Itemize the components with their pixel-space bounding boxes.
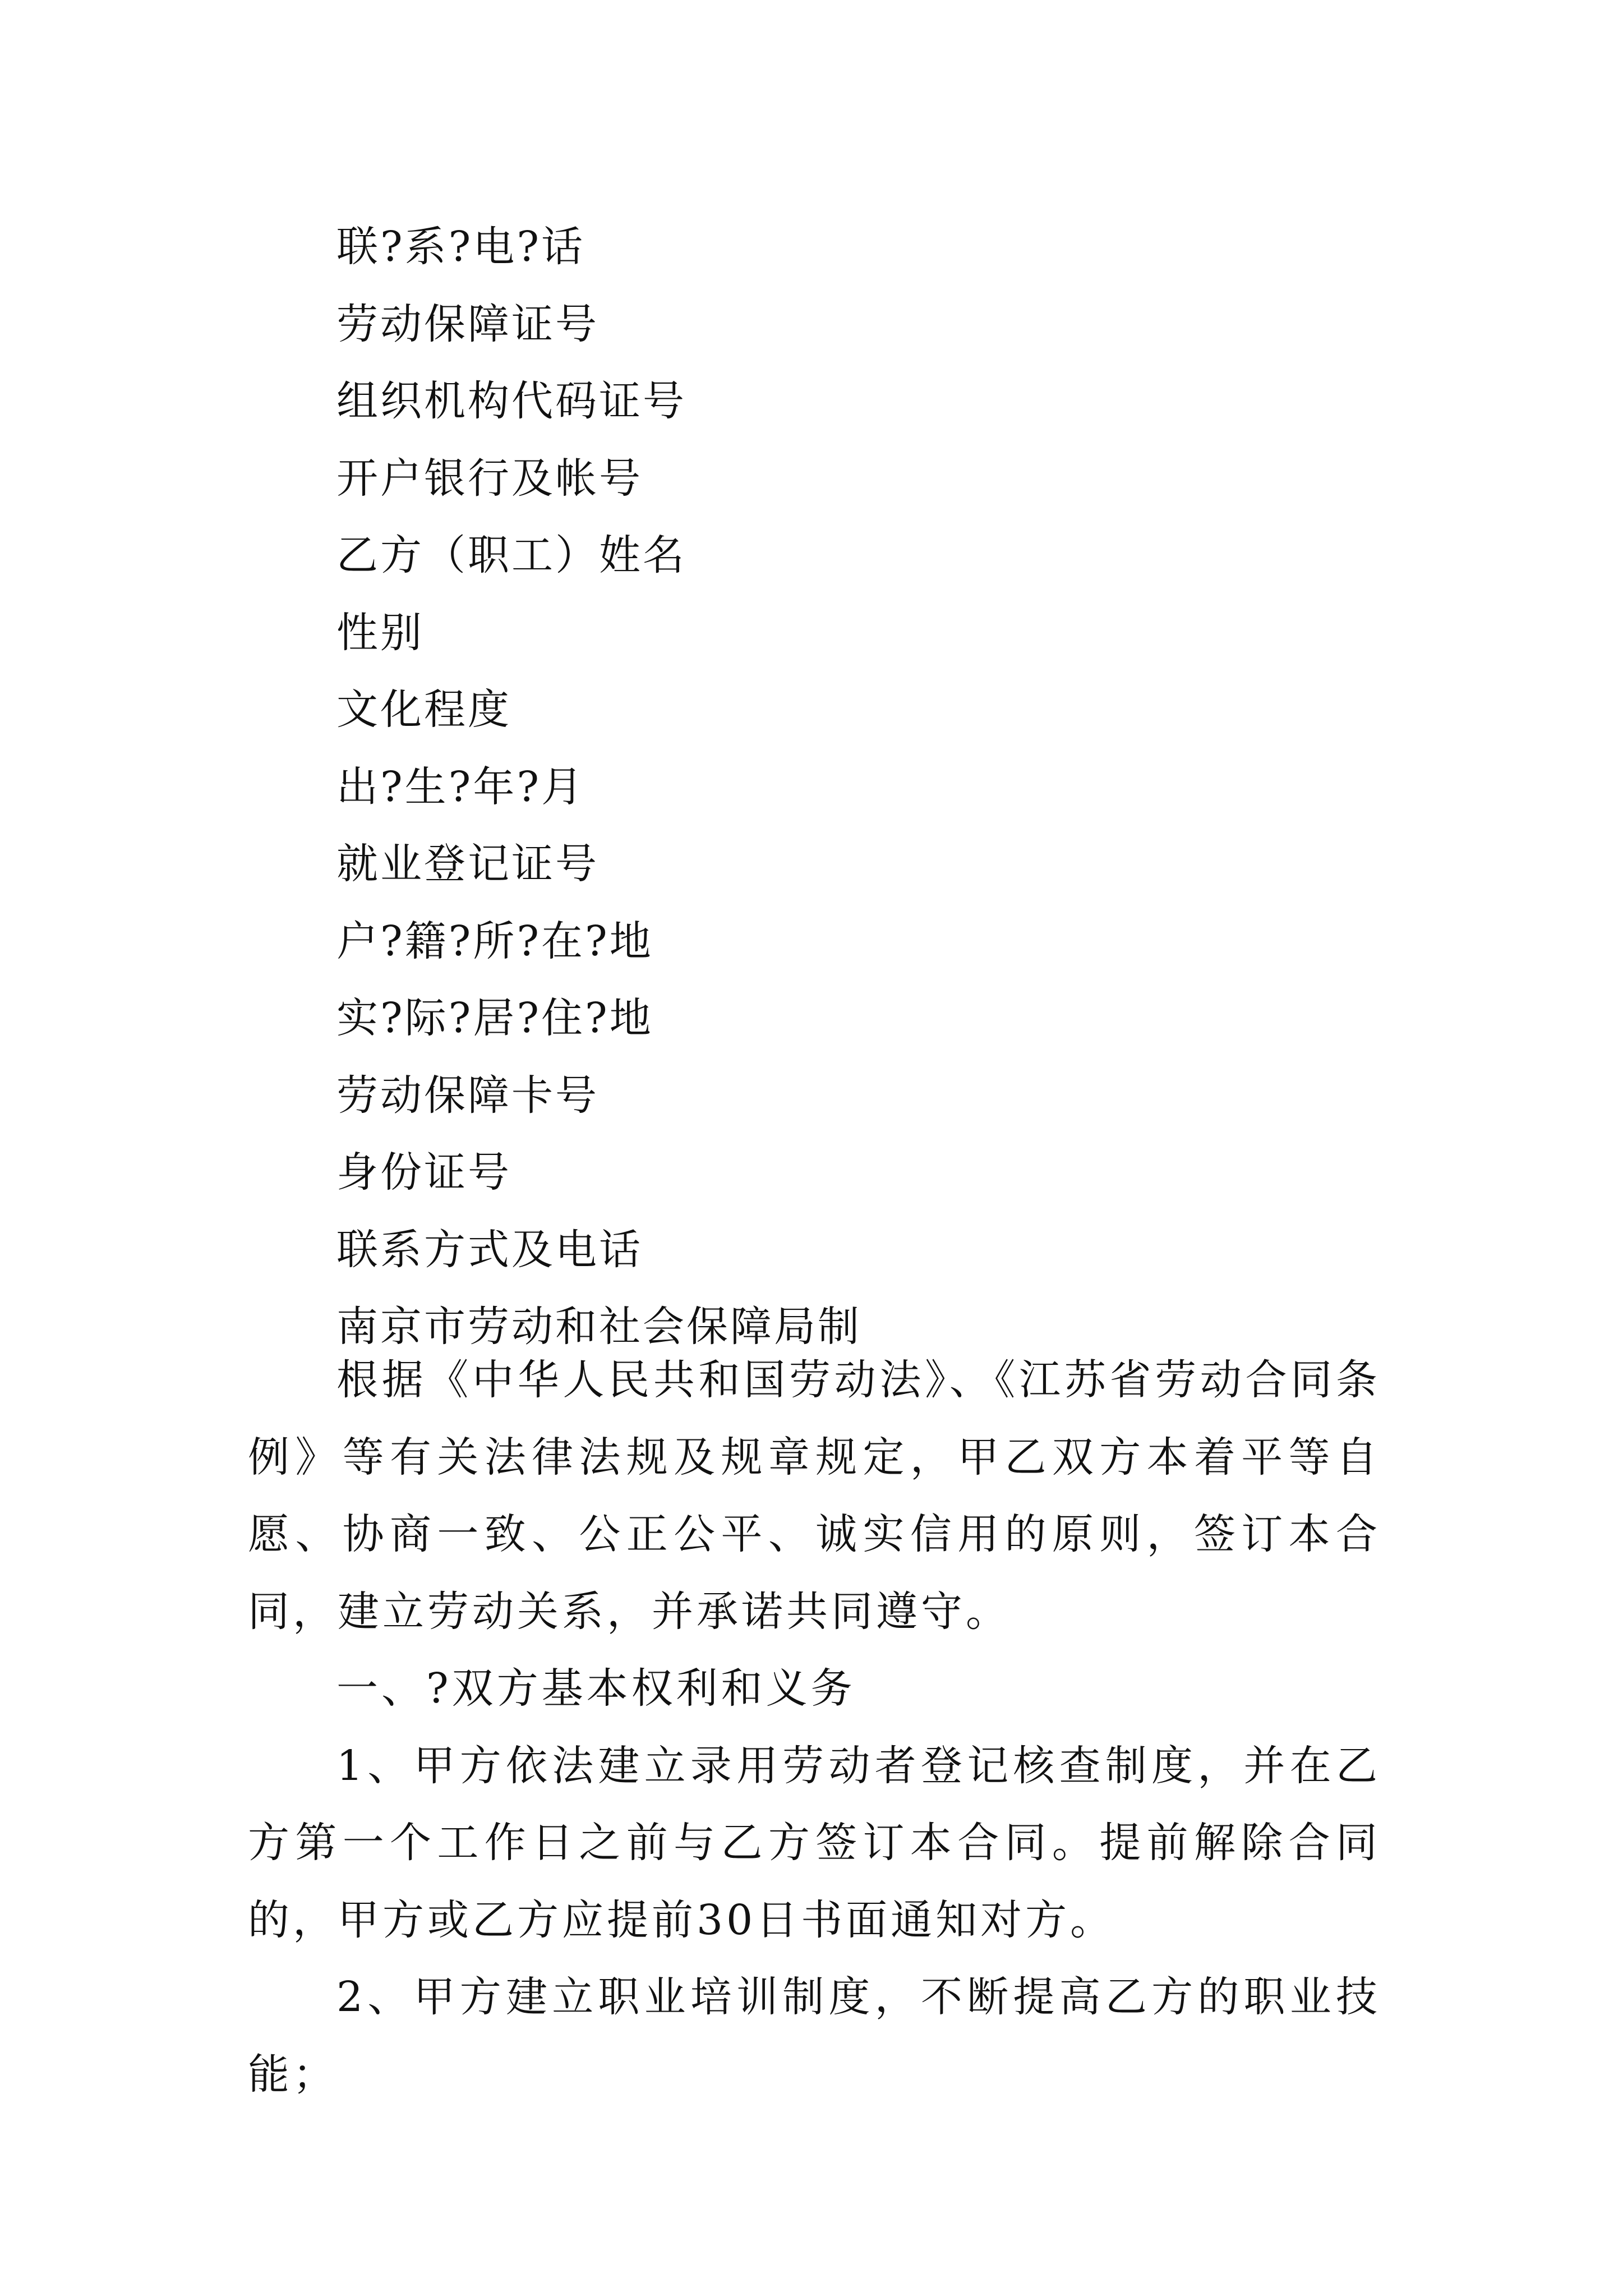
field-birth-date: 出?生?年?月 xyxy=(336,762,585,811)
field-household-registration: 户?籍?所?在?地 xyxy=(336,917,653,965)
field-gender: 性别 xyxy=(336,608,424,657)
field-contact-phone: 联?系?电?话 xyxy=(336,223,585,271)
preamble-paragraph: 根据《中华人民共和国劳动法》、《江苏省劳动合同条例》等有关法律法规及规章规定，甲乙双方本着平等自愿、协商一致、公正公平、诚实信用的原则，签订本合同，建立劳动关系，并承诺共同遵守。 xyxy=(248,1356,1381,1636)
issuer-line: 南京市劳动和社会保障局制 xyxy=(336,1303,861,1351)
field-actual-residence: 实?际?居?住?地 xyxy=(336,994,653,1042)
contract-body xyxy=(248,1342,1381,2113)
field-contact-method-phone: 联系方式及电话 xyxy=(336,1225,643,1274)
contract-field-list xyxy=(336,209,1458,1366)
field-employee-name: 乙方（职工）姓名 xyxy=(336,531,686,579)
field-id-card-no: 身份证号 xyxy=(336,1148,511,1197)
field-education: 文化程度 xyxy=(336,685,511,734)
field-labor-security-cert-no: 劳动保障证号 xyxy=(336,300,599,348)
field-labor-security-card-no: 劳动保障卡号 xyxy=(336,1071,599,1120)
clause-1-paragraph: 1、甲方依法建立录用劳动者登记核查制度，并在乙方第一个工作日之前与乙方签订本合同。提前解除合同的，甲方或乙方应提前30日书面通知对方。 xyxy=(248,1741,1381,1944)
clause-2-paragraph: 2、甲方建立职业培训制度，不断提高乙方的职业技能； xyxy=(248,1973,1381,2099)
section-one-heading: 一、?双方基本权利和义务 xyxy=(336,1664,856,1713)
field-employment-registration-no: 就业登记证号 xyxy=(336,840,599,888)
field-bank-account: 开户银行及帐号 xyxy=(336,454,643,503)
field-org-code-cert-no: 组织机构代码证号 xyxy=(336,377,686,425)
